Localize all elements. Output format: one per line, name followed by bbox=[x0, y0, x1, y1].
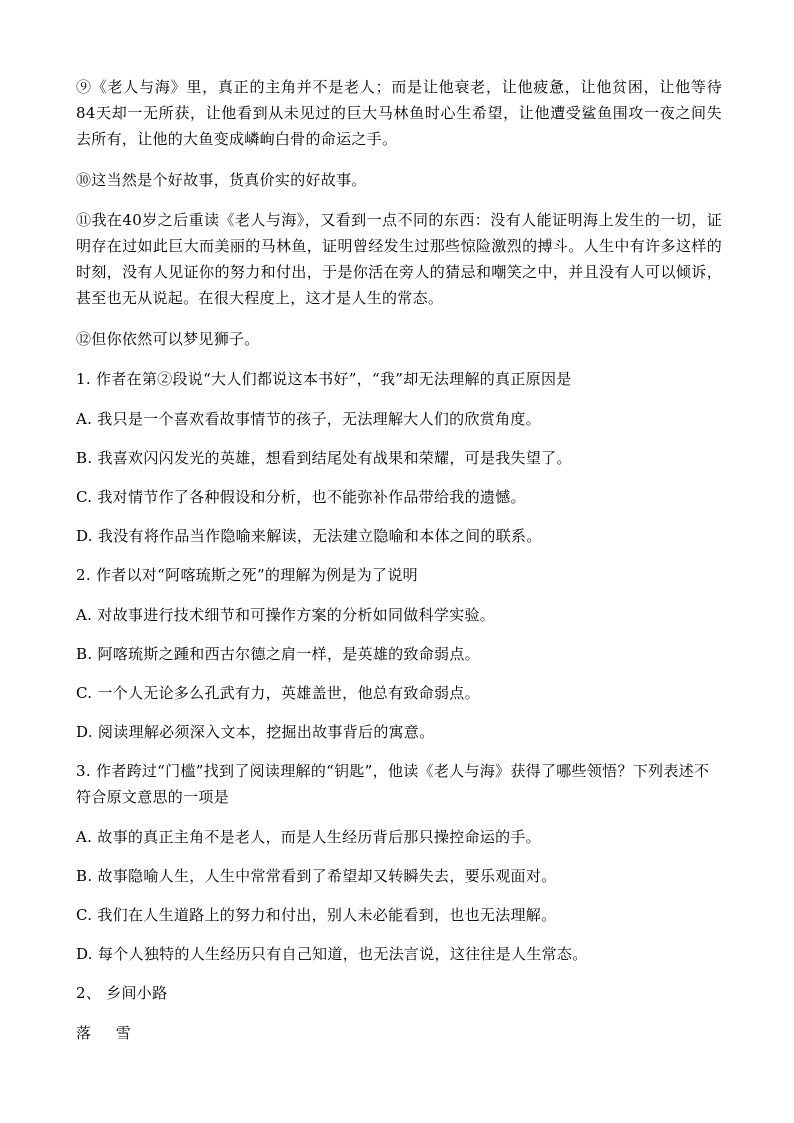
question-3 bbox=[76, 758, 722, 967]
question-2 bbox=[76, 562, 722, 745]
question-2-option-c: C. 一个人无论多么孔武有力，英雄盖世，他总有致命弱点。 bbox=[76, 684, 480, 702]
question-1-stem: 1. 作者在第②段说“大人们都说这本书好”，“我”却无法理解的真正原因是 bbox=[76, 370, 572, 388]
question-2-option-d: D. 阅读理解必须深入文本，挖掘出故事背后的寓意。 bbox=[76, 723, 435, 741]
paragraph-10: ⑩这当然是个好故事，货真价实的好故事。 bbox=[76, 171, 367, 189]
section-title: 2、 乡间小路 bbox=[76, 984, 168, 1002]
question-1-option-c: C. 我对情节作了各种假设和分析，也不能弥补作品带给我的遗憾。 bbox=[76, 488, 526, 506]
question-1-option-b: B. 我喜欢闪闪发光的英雄，想看到结尾处有战果和荣耀，可是我失望了。 bbox=[76, 449, 572, 467]
question-2-option-a: A. 对故事进行技术细节和可操作方案的分析如同做科学实验。 bbox=[76, 606, 496, 624]
question-1 bbox=[76, 366, 722, 549]
paragraph-12: ⑫但你依然可以梦见狮子。 bbox=[76, 330, 260, 348]
paragraph-11: ⑪我在40岁之后重读《老人与海》，又看到一点不同的东西：没有人能证明海上发生的一切，证明存在过如此巨大而美丽的马林鱼，证明曾经发生过那些惊险激烈的搏斗。人生中有许多这样的时刻，没有人见证你的努力和付出，于是你活在旁人的猜忌和嘲笑之中，并且没有人可以倾诉，甚至也无从说起。在很大程度上，这才是人生的常态。 bbox=[76, 211, 722, 307]
question-1-option-a: A. 我只是一个喜欢看故事情节的孩子，无法理解大人们的欣赏角度。 bbox=[76, 410, 541, 428]
paragraph-9: ⑨《老人与海》里，真正的主角并不是老人；而是让他衰老，让他疲惫，让他贫困，让他等待84天却一无所获，让他看到从未见过的巨大马林鱼时心生希望，让他遭受鲨鱼围攻一夜之间失去所有，让他的大鱼变成嶙峋白骨的命运之手。 bbox=[76, 78, 722, 148]
section-author: 落 雪 bbox=[76, 1024, 141, 1042]
question-2-stem: 2. 作者以对“阿喀琉斯之死”的理解为例是为了说明 bbox=[76, 566, 418, 584]
question-1-option-d: D. 我没有将作品当作隐喻来解读，无法建立隐喻和本体之间的联系。 bbox=[76, 527, 542, 545]
question-3-stem: 3. 作者跨过“门槛”找到了阅读理解的“钥匙”，他读《老人与海》获得了哪些领悟？下列表述不符合原文意思的一项是 bbox=[76, 762, 710, 806]
document-page bbox=[76, 74, 722, 1046]
question-3-option-a: A. 故事的真正主角不是老人，而是人生经历背后那只操控命运的手。 bbox=[76, 828, 541, 846]
question-3-option-c: C. 我们在人生道路上的努力和付出，别人未必能看到，也也无法理解。 bbox=[76, 906, 557, 924]
question-2-option-b: B. 阿喀琉斯之踵和西古尔德之肩一样，是英雄的致命弱点。 bbox=[76, 645, 480, 663]
question-3-option-b: B. 故事隐喻人生，人生中常常看到了希望却又转瞬失去，要乐观面对。 bbox=[76, 867, 557, 885]
question-3-option-d: D. 每个人独特的人生经历只有自己知道，也无法言说，这往往是人生常态。 bbox=[76, 945, 588, 963]
